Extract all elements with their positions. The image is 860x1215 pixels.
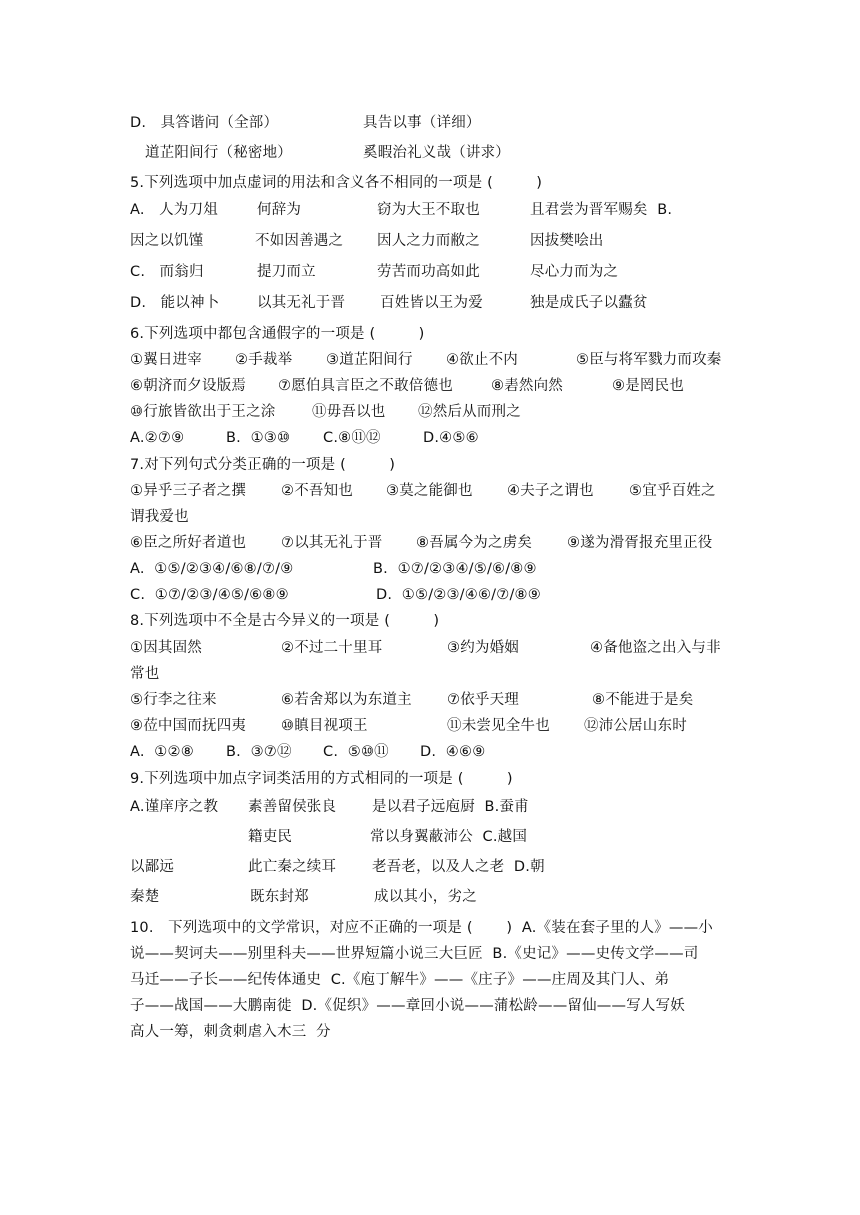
q7-item-3: ③莫之能御也 bbox=[386, 483, 473, 499]
q6-option-b: B. ①③⑩ bbox=[226, 430, 291, 446]
q8-item-5: ⑤行李之往来 bbox=[130, 692, 217, 708]
q6-item-12: ⑫然后从而刑之 bbox=[418, 404, 521, 420]
q7-item-4: ④夫子之谓也 bbox=[507, 483, 594, 499]
q8-option-d: D. ④⑥⑨ bbox=[420, 744, 486, 760]
q10-line-5: 高人一筹，刺贪刺虐入木三 分 bbox=[130, 1024, 331, 1040]
q5-b-1: 因之以饥馑 bbox=[130, 233, 204, 249]
q9-c-3: 老吾老，以及人之老 D.朝 bbox=[372, 859, 545, 875]
q9-b-1: 籍吏民 bbox=[248, 829, 293, 845]
q7-item-1: ①异乎三子者之撰 bbox=[130, 483, 247, 499]
q6-item-4: ④欲止不内 bbox=[446, 352, 518, 368]
q10-line-3: 马迁——子长——纪传体通史 C.《庖丁解牛》——《庄子》——庄周及其门人、弟 bbox=[130, 972, 670, 988]
q5-c-1: C. 而翁归 bbox=[130, 264, 204, 280]
q7-option-d: D. ①⑤/②③/④⑥/⑦/⑧⑨ bbox=[376, 587, 541, 603]
q7-item-6: ⑥臣之所好者道也 bbox=[130, 535, 247, 551]
q8-item-4: ④备他盗之出入与非 bbox=[590, 640, 721, 656]
q7-option-a: A. ①⑤/②③④/⑥⑧/⑦/⑨ bbox=[130, 561, 294, 577]
q7-item-8: ⑧吾属今为之虏矣 bbox=[416, 535, 533, 551]
q9-a-3: 是以君子远庖厨 B.蚕甫 bbox=[372, 799, 529, 815]
q7-stem: 7.对下列句式分类正确的一项是 ( ) bbox=[130, 457, 396, 473]
q5-a-1: A. 人为刀俎 bbox=[130, 202, 218, 218]
q5-a-3: 窃为大王不取也 bbox=[377, 202, 480, 218]
q8-option-a: A. ①②⑧ bbox=[130, 744, 194, 760]
q7-option-b: B. ①⑦/②③④/⑤/⑥/⑧⑨ bbox=[373, 561, 537, 577]
q6-option-c: C.⑧⑪⑫ bbox=[323, 430, 381, 446]
q5-d-2: 以其无礼于晋 bbox=[257, 295, 346, 311]
q9-d-3: 成以其小，劣之 bbox=[374, 889, 477, 905]
q5-b-2: 不如因善遇之 bbox=[255, 233, 344, 249]
q8-item-10: ⑩瞋目视项王 bbox=[281, 718, 368, 734]
q5-stem: 5.下列选项中加点虚词的用法和含义各不相同的一项是 ( ) bbox=[130, 175, 543, 191]
q8-stem: 8.下列选项中不全是古今异义的一项是 ( ) bbox=[130, 613, 440, 629]
q6-option-a: A.②⑦⑨ bbox=[130, 430, 185, 446]
q5-c-4: 尽心力而为之 bbox=[530, 264, 619, 280]
q5-b-4: 因拔樊哙出 bbox=[530, 233, 604, 249]
q4-option-d-3: 道芷阳间行（秘密地） bbox=[145, 145, 292, 161]
q9-c-1: 以鄙远 bbox=[130, 859, 175, 875]
q6-item-5: ⑤臣与将军戮力而攻秦 bbox=[576, 352, 722, 368]
q8-item-7: ⑦依乎天理 bbox=[447, 692, 519, 708]
q10-line-1: 10. 下列选项中的文学常识，对应不正确的一项是 ( ) A.《装在套子里的人》——小 bbox=[130, 920, 713, 936]
q9-stem: 9.下列选项中加点字词类活用的方式相同的一项是 ( ) bbox=[130, 771, 513, 787]
q8-item-9: ⑨莅中国而抚四夷 bbox=[130, 718, 247, 734]
q6-item-10: ⑩行旅皆欲出于王之涂 bbox=[130, 404, 276, 420]
q5-d-1: D. 能以神卜 bbox=[130, 295, 220, 311]
q5-a-2: 何辞为 bbox=[257, 202, 302, 218]
q7-item-2: ②不吾知也 bbox=[281, 483, 353, 499]
q5-c-2: 提刀而立 bbox=[257, 264, 316, 280]
q5-a-4: 且君尝为晋军赐矣 B. bbox=[530, 202, 673, 218]
q4-option-d-1: D. 具答谐问（全部） bbox=[130, 115, 279, 131]
q8-item-2: ②不过二十里耳 bbox=[281, 640, 383, 656]
q9-d-1: 秦楚 bbox=[130, 889, 160, 905]
q6-item-6: ⑥朝济而夕设版焉 bbox=[130, 378, 247, 394]
q4-option-d-4: 奚暇治礼义哉（讲求） bbox=[363, 145, 510, 161]
q5-b-3: 因人之力而敝之 bbox=[377, 233, 480, 249]
q8-item-3: ③约为婚姻 bbox=[447, 640, 519, 656]
q6-item-9: ⑨是罔民也 bbox=[612, 378, 684, 394]
q6-item-8: ⑧砉然向然 bbox=[491, 378, 563, 394]
q7-item-5: ⑤宜乎百姓之 bbox=[629, 483, 716, 499]
q7-item-5-cont: 谓我爱也 bbox=[130, 509, 189, 525]
q6-item-2: ②手裁举 bbox=[235, 352, 293, 368]
q9-b-2: 常以身翼蔽沛公 C.越国 bbox=[370, 829, 528, 845]
q8-item-6: ⑥若舍郑以为东道主 bbox=[281, 692, 412, 708]
q7-item-9: ⑨遂为滑胥报充里正役 bbox=[567, 535, 713, 551]
q5-c-3: 劳苦而功高如此 bbox=[377, 264, 480, 280]
q5-d-3: 百姓皆以王为爱 bbox=[380, 295, 483, 311]
q7-option-c: C. ①⑦/②③/④⑤/⑥⑧⑨ bbox=[130, 587, 289, 603]
q6-item-11: ⑪毋吾以也 bbox=[312, 404, 386, 420]
q6-item-3: ③道芷阳间行 bbox=[326, 352, 413, 368]
q8-option-b: B. ③⑦⑫ bbox=[226, 744, 292, 760]
q9-c-2: 此亡秦之续耳 bbox=[248, 859, 337, 875]
q6-item-1: ①翼日进宰 bbox=[130, 352, 202, 368]
q9-d-2: 既东封郑 bbox=[250, 889, 309, 905]
q8-item-12: ⑫沛公居山东时 bbox=[584, 718, 687, 734]
q8-item-4-cont: 常也 bbox=[130, 666, 160, 682]
q7-item-7: ⑦以其无礼于晋 bbox=[281, 535, 383, 551]
q6-option-d: D.④⑤⑥ bbox=[423, 430, 479, 446]
q6-stem: 6.下列选项中都包含通假字的一项是 ( ) bbox=[130, 326, 425, 342]
q10-line-2: 说——契诃夫——别里科夫——世界短篇小说三大巨匠 B.《史记》——史传文学——司 bbox=[130, 946, 699, 962]
q4-option-d-2: 具告以事（详细） bbox=[363, 115, 481, 131]
q9-a-1: A.谨庠序之教 bbox=[130, 799, 219, 815]
q8-item-1: ①因其固然 bbox=[130, 640, 202, 656]
q8-option-c: C. ⑤⑩⑪ bbox=[323, 744, 389, 760]
q8-item-11: ⑪未尝见全牛也 bbox=[447, 718, 550, 734]
q6-item-7: ⑦愿伯具言臣之不敢倍德也 bbox=[278, 378, 453, 394]
q8-item-8: ⑧不能进于是矣 bbox=[592, 692, 694, 708]
q9-a-2: 素善留侯张良 bbox=[248, 799, 337, 815]
q10-line-4: 子——战国——大鹏南徙 D.《促织》——章回小说——蒲松龄——留仙——写人写妖 bbox=[130, 998, 685, 1014]
q5-d-4: 独是成氏子以蠹贫 bbox=[530, 295, 648, 311]
